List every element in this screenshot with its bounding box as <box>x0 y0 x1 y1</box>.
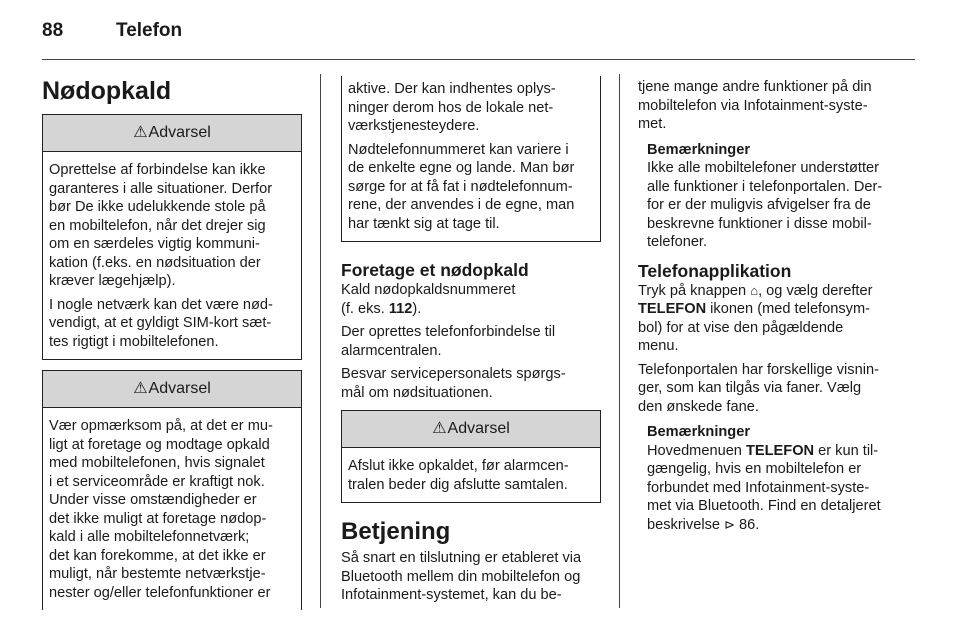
text-span: ikonen (med telefonsym- <box>706 301 870 317</box>
text-line <box>341 300 601 319</box>
text-line: kald i alle mobiltelefonnetværk; <box>49 529 250 545</box>
warning-header <box>43 115 301 152</box>
paragraph <box>49 161 297 291</box>
text-span: 86. <box>734 516 760 533</box>
warning-box-1 <box>42 114 302 360</box>
text-line: Der oprettes telefonforbindelse til <box>341 324 556 340</box>
warning-body <box>43 152 301 359</box>
column-1 <box>42 76 302 610</box>
text-line: gængelig, hvis en mobiltelefon er <box>647 461 862 477</box>
text-line: kræver lægehjælp). <box>49 273 176 289</box>
text-line <box>647 516 903 535</box>
warning-header <box>43 371 301 408</box>
text-line: med mobiltelefonen, hvis signalet <box>49 455 265 471</box>
warning-icon: ⚠ <box>133 124 148 141</box>
text-line: værkstjenesteydere. <box>348 118 480 134</box>
text-line: har tænkt sig at tage til. <box>348 215 500 232</box>
warning-title: Advarsel <box>148 124 211 141</box>
telefon-label: TELEFON <box>638 301 707 317</box>
text-line: sørge for at få fat i nødtelefonnum- <box>348 178 573 195</box>
text-line: Under visse omstændigheder er <box>49 492 257 508</box>
text-line: Besvar servicepersonalets spørgs- <box>341 366 566 382</box>
text-line: Så snart en tilslutning er etableret via <box>341 550 582 566</box>
paragraph <box>341 281 601 318</box>
text-line: den ønskede fane. <box>638 398 759 415</box>
note-block <box>638 141 903 252</box>
text-line <box>638 282 903 301</box>
telefon-label: TELEFON <box>745 442 815 459</box>
text-span: Hovedmenuen <box>647 442 746 459</box>
warning-header <box>342 411 600 448</box>
text-line: Nødtelefonnummeret kan variere i <box>348 141 569 158</box>
text-line: muligt, når bestemte netværkstje- <box>49 566 266 582</box>
heading-telefonapplikation: Telefonapplikation <box>638 260 792 281</box>
text-span: , og vælg derefter <box>758 282 873 299</box>
emergency-number: 112 <box>388 300 413 317</box>
text-line: garanteres i alle situationer. Derfor <box>49 180 273 197</box>
warning-body <box>342 448 600 502</box>
text-line: bol) for at vise den pågældende <box>638 319 844 336</box>
page-reference-icon: ⊳ <box>724 516 735 532</box>
text-line: aktive. Der kan indhentes oplys- <box>348 81 556 97</box>
page-number: 88 <box>42 20 64 41</box>
text-line: tes rigtigt i mobiltelefonen. <box>49 333 219 350</box>
text-line: for er der muligvis afvigelser fra de <box>647 197 871 213</box>
warning-title: Advarsel <box>148 380 211 397</box>
text-line: kation (f.eks. en nødsituation der <box>49 254 261 271</box>
paragraph <box>341 365 601 402</box>
text-line: forbundet med Infotainment-syste- <box>647 479 870 496</box>
home-icon: ⌂ <box>750 282 759 298</box>
paragraph <box>348 141 596 234</box>
note-title: Bemærkninger <box>647 424 750 440</box>
note-title: Bemærkninger <box>647 141 750 158</box>
warning-body <box>43 408 301 610</box>
column-3 <box>638 78 903 543</box>
heading-betjening: Betjening <box>341 518 451 545</box>
text-line: de enkelte egne og lande. Man bør <box>348 160 575 176</box>
text-span: (f. eks. <box>341 300 389 317</box>
text-line <box>647 442 903 461</box>
text-line: Telefonportalen har forskellige visnin- <box>638 361 879 378</box>
text-line: Infotainment-systemet, kan du be- <box>341 587 562 603</box>
text-line: Kald nødopkaldsnummeret <box>341 282 516 298</box>
paragraph <box>638 282 903 356</box>
paragraph <box>638 78 903 134</box>
text-line: nester og/eller telefonfunktioner er <box>49 584 271 601</box>
text-line: menu. <box>638 338 679 354</box>
warning-box-2 <box>42 370 302 610</box>
warning-title: Advarsel <box>447 420 510 437</box>
text-line: om en særdeles vigtig kommuni- <box>49 236 260 252</box>
text-span: beskrivelse <box>647 516 725 533</box>
text-line: beskrevne funktioner i disse mobil- <box>647 215 872 232</box>
warning-box-3 <box>341 410 601 503</box>
warning-box-continued <box>341 76 601 242</box>
text-line: vendigt, at et gyldigt SIM-kort sæt- <box>49 315 272 331</box>
text-line: en mobiltelefon, når det drejer sig <box>49 217 266 234</box>
text-line: mobiltelefon via Infotainment-syste- <box>638 97 868 114</box>
text-line: i et serviceområde er kraftigt nok. <box>49 473 265 490</box>
warning-icon: ⚠ <box>432 420 447 437</box>
text-line: Bluetooth mellem din mobiltelefon og <box>341 568 581 585</box>
text-line: det kan forekomme, at det ikke er <box>49 547 266 564</box>
text-line: Ikke alle mobiltelefoner understøtter <box>647 160 879 176</box>
paragraph <box>348 80 596 136</box>
text-line: det ikke muligt at foretage nødop- <box>49 510 267 527</box>
heading-foretage-nodopkald: Foretage et nødopkald <box>341 260 529 280</box>
text-line: met via Bluetooth. Find en detaljeret <box>647 498 881 514</box>
text-line: ger, som kan tilgås via faner. Vælg <box>638 380 862 396</box>
text-line: tralen beder dig afslutte samtalen. <box>348 476 568 493</box>
text-line: met. <box>638 116 667 132</box>
text-line: alle funktioner i telefonportalen. Der- <box>647 178 883 195</box>
warning-body <box>342 76 600 241</box>
header-rule <box>42 59 915 60</box>
paragraph <box>341 323 601 360</box>
text-line: Vær opmærksom på, at det er mu- <box>49 418 273 434</box>
section-title: Telefon <box>116 20 183 41</box>
text-span: ). <box>412 300 422 317</box>
text-line: ninger derom hos de lokale net- <box>348 99 554 116</box>
paragraph <box>341 549 601 605</box>
text-line: alarmcentralen. <box>341 342 442 359</box>
text-line <box>638 300 903 319</box>
note-block <box>638 423 903 534</box>
text-line: tjene mange andre funktioner på din <box>638 79 872 95</box>
warning-icon: ⚠ <box>133 380 148 397</box>
text-line: mål om nødsituationen. <box>341 384 493 401</box>
column-2 <box>341 76 601 605</box>
column-divider-1 <box>320 74 321 608</box>
paragraph <box>49 296 297 352</box>
text-line: I nogle netværk kan det være nød- <box>49 296 273 313</box>
text-line: bør De ikke udelukkende stole på <box>49 199 266 215</box>
text-line: Oprettelse af forbindelse kan ikke <box>49 162 266 178</box>
text-span: Tryk på knappen <box>638 282 751 299</box>
paragraph <box>638 361 903 417</box>
column-divider-2 <box>619 74 620 608</box>
text-line: Afslut ikke opkaldet, før alarmcen- <box>348 458 569 474</box>
heading-nodopkald: Nødopkald <box>42 77 172 105</box>
text-line: rene, der anvendes i de egne, man <box>348 197 575 213</box>
text-span: er kun til- <box>814 442 879 459</box>
text-line: telefoner. <box>647 234 708 250</box>
text-line: ligt at foretage og modtage opkald <box>49 436 270 453</box>
